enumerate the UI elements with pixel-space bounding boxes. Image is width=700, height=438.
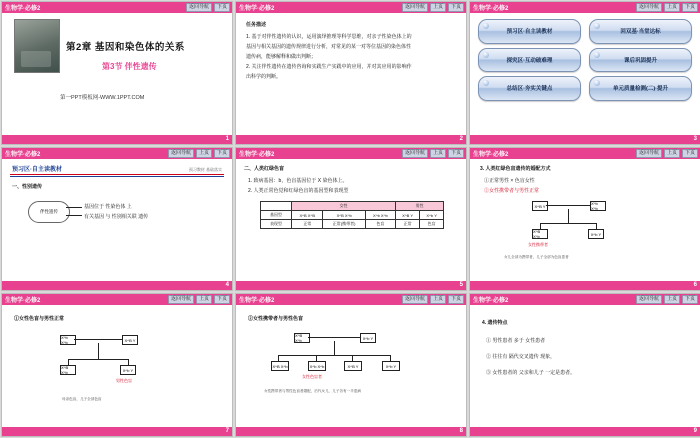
genotype-4: X^B Y: [395, 211, 419, 220]
page-number: 6: [693, 282, 697, 288]
task-line-2: 基因与相关基因的遗传规律进行分析，对常见的某一对等位基因的染色体性: [246, 44, 412, 50]
section-heading: ②女性携带者与男性色盲: [248, 316, 304, 322]
prev-button[interactable]: 上页: [196, 149, 212, 158]
header-title: 生物学·必修2: [5, 152, 41, 158]
case-label-2: ②女性携带者与男性正常: [484, 188, 540, 194]
child-note: 男性色盲: [116, 378, 132, 383]
section-heading: 二、人类红绿色盲: [244, 166, 285, 172]
connector-bottom: [66, 215, 82, 216]
genotype-table: [260, 201, 444, 229]
page-title: 第2章 基因和染色体的关系: [66, 42, 185, 53]
child-genotype-2: X^b Y: [588, 229, 604, 239]
page-number: 1: [225, 136, 229, 142]
slide-body: [236, 13, 466, 135]
parent-genotype-2: X^b X^b: [590, 201, 606, 211]
slide-9[interactable]: [469, 293, 700, 437]
child-genotype-1: X^B X^b: [532, 229, 548, 239]
header-buttons: [636, 149, 698, 158]
prev-button[interactable]: 上页: [664, 149, 680, 158]
descent-line: [98, 343, 99, 359]
genotype-2: X^B X^b: [323, 211, 365, 220]
header-female: 女性: [292, 202, 396, 211]
cover-photo: [14, 19, 60, 73]
descent-line: [568, 209, 569, 223]
header-title: 生物学·必修2: [473, 152, 509, 158]
task-line-3: 遗传病，能够解释和做出判断；: [246, 54, 317, 60]
slide-1[interactable]: [1, 1, 233, 145]
table-header-row: [261, 202, 444, 211]
case-caption: 女儿全部为携带者，儿子全部为色盲患者: [504, 255, 569, 259]
prev-button[interactable]: 上页: [430, 295, 446, 304]
parent-genotype-1: X^b X^b: [60, 335, 76, 345]
page-number: 5: [459, 282, 463, 288]
concept-node-center: 伴性遗传: [28, 201, 70, 223]
header-male: 男性: [395, 202, 443, 211]
topic-label: 一、性别遗传: [12, 184, 43, 190]
concept-node-right-bottom: 有关基因 与 性别相关联 遗传: [84, 214, 149, 220]
child-note: 女性携带者: [528, 242, 548, 247]
slide-footer: [236, 135, 466, 144]
section-heading: 3. 人类红绿色盲遗传的婚配方式: [480, 166, 551, 172]
page-number: 2: [459, 136, 463, 142]
nav-button[interactable]: 返回导航: [636, 149, 662, 158]
slide-footer: [470, 281, 700, 290]
header-title: 生物学·必修2: [473, 298, 509, 304]
child-genotype-2: X^b Y: [120, 365, 136, 375]
slide-4[interactable]: [1, 147, 233, 291]
slide-header: [236, 294, 466, 305]
menu-button-grid: [478, 19, 692, 129]
phenotype-5: 色盲: [420, 220, 444, 229]
slide-header: [2, 148, 232, 159]
row-label-genotype: 基因型: [261, 211, 292, 220]
menu-button-basics[interactable]: 回双基·当堂达标: [589, 19, 692, 44]
slide-footer: [470, 427, 700, 436]
page-number: 7: [225, 428, 229, 434]
section-heading: ①女性色盲与男性正常: [14, 316, 65, 322]
parent-genotype-2: X^B Y: [122, 335, 138, 345]
footer-text: 第一PPT模板网-WWW.1PPT.COM: [60, 95, 145, 101]
header-buttons: [186, 3, 230, 12]
prev-button[interactable]: 上页: [430, 3, 446, 12]
header-buttons: [636, 295, 698, 304]
slide-footer: [236, 281, 466, 290]
next-button[interactable]: 下页: [214, 149, 230, 158]
page-number: 4: [225, 282, 229, 288]
case-label-1: ①正常男性 × 色盲女性: [484, 178, 535, 184]
slide-body: [470, 159, 700, 281]
slide-3[interactable]: [469, 1, 700, 145]
row-label-phenotype: 表现型: [261, 220, 292, 229]
sibling-line: [278, 355, 390, 356]
feature-line-2: ② 往往有 隔代交叉遗传 现象，: [486, 354, 556, 360]
slide-header: [470, 2, 700, 13]
feature-line-3: ③ 女性患者的 父亲和儿子 一定是患者。: [486, 370, 576, 376]
child-note: 女性色盲者: [302, 374, 322, 379]
cross-line: [74, 339, 122, 340]
next-button[interactable]: 下页: [448, 149, 464, 158]
header-buttons: [168, 149, 230, 158]
task-line-1: 1. 基于对伴性遗传的认识，运用演绎推理等科学思维，对亲子性染色体上的: [246, 34, 412, 40]
header-title: 生物学·必修2: [239, 6, 275, 12]
parent-genotype-2: X^b Y: [360, 333, 376, 343]
section-heading: 预习区·自主读教材: [12, 167, 62, 173]
child-genotype-3: X^B Y: [344, 361, 362, 371]
next-button[interactable]: 下页: [448, 295, 464, 304]
header-title: 生物学·必修2: [5, 6, 41, 12]
section-tabs: 预习教材 基础落实: [188, 167, 222, 172]
prev-button[interactable]: 上页: [196, 295, 212, 304]
next-button[interactable]: 下页: [682, 149, 698, 158]
slide-7[interactable]: [1, 293, 233, 437]
parent-genotype-1: X^B Y: [532, 201, 548, 211]
phenotype-3: 色盲: [365, 220, 395, 229]
sibling-line: [68, 359, 128, 360]
slide-footer: [2, 427, 232, 436]
section-heading: 4. 遗传特点: [482, 320, 508, 326]
page-number: 3: [693, 136, 697, 142]
fact-line-2: 2. 人类正常色觉和红绿色盲的基因型和表现型: [248, 188, 349, 194]
nav-button[interactable]: 返回导航: [402, 149, 428, 158]
next-button[interactable]: 下页: [682, 3, 698, 12]
header-title: 生物学·必修2: [5, 298, 41, 304]
page-number: 9: [693, 428, 697, 434]
nav-button[interactable]: 返回导航: [402, 3, 428, 12]
menu-button-summary[interactable]: 总结区·夯实关键点: [478, 76, 581, 101]
nav-button[interactable]: 返回导航: [402, 295, 428, 304]
connector-top: [66, 207, 82, 208]
slide-footer: [236, 427, 466, 436]
prev-button[interactable]: 上页: [664, 3, 680, 12]
next-button[interactable]: 下页: [214, 3, 230, 12]
slide-footer: [2, 281, 232, 290]
slide-footer: [470, 135, 700, 144]
fact-line-1: 1. 致病基因：b，色盲基因位于 X 染色体上。: [248, 178, 348, 184]
menu-button-homework[interactable]: 课后巩固提升: [589, 48, 692, 73]
phenotype-1: 正常: [292, 220, 323, 229]
child-genotype-1: X^B X^b: [271, 361, 289, 371]
descent-line: [334, 341, 335, 355]
child-genotype-4: X^b Y: [382, 361, 400, 371]
slide-body: [2, 13, 232, 135]
corner-cell: [261, 202, 292, 211]
nav-button[interactable]: 返回导航: [168, 295, 194, 304]
slide-2[interactable]: [235, 1, 467, 145]
slide-body: [236, 159, 466, 281]
slide-6[interactable]: [469, 147, 700, 291]
case-caption: 母亲色盲，儿子全部色盲: [62, 397, 102, 401]
nav-button[interactable]: 返回导航: [636, 3, 662, 12]
phenotype-4: 正常: [395, 220, 419, 229]
feature-line-1: ① 男性患者 多于 女性患者: [486, 338, 546, 344]
slide-body: [470, 305, 700, 427]
prev-button[interactable]: 上页: [664, 295, 680, 304]
menu-button-unit-test[interactable]: 单元质量检测(二)·提升: [589, 76, 692, 101]
menu-button-explore[interactable]: 探究区·互动破难理: [478, 48, 581, 73]
genotype-3: X^b X^b: [365, 211, 395, 220]
cross-line: [308, 337, 360, 338]
page-number: 8: [459, 428, 463, 434]
slide-header: [236, 148, 466, 159]
header-buttons: [402, 295, 464, 304]
header-buttons: [636, 3, 698, 12]
case-caption: 女性携带者与男性色盲者婚配，后代女儿、儿子各有一半患病: [264, 389, 362, 393]
header-title: 生物学·必修2: [473, 6, 509, 12]
table-row: [261, 220, 444, 229]
next-button[interactable]: 下页: [214, 295, 230, 304]
nav-button[interactable]: 返回导航: [186, 3, 212, 12]
header-title: 生物学·必修2: [239, 152, 275, 158]
slide-8[interactable]: [235, 293, 467, 437]
prev-button[interactable]: 上页: [430, 149, 446, 158]
slide-body: [2, 159, 232, 281]
slide-header: [470, 294, 700, 305]
header-buttons: [168, 295, 230, 304]
nav-button[interactable]: 返回导航: [168, 149, 194, 158]
header-buttons: [402, 149, 464, 158]
parent-genotype-1: X^B X^b: [294, 333, 310, 343]
phenotype-2: 正常(携带者): [323, 220, 365, 229]
genotype-5: X^b Y: [420, 211, 444, 220]
concept-node-right-top: 基因位于 性染色体 上: [84, 204, 132, 210]
child-genotype-2: X^b X^b: [308, 361, 326, 371]
task-line-4: 2. 关注伴性遗传在遗传咨询和实践生产实践中的应用，并对其应用的影响作: [246, 64, 412, 70]
slide-footer: [2, 135, 232, 144]
header-title: 生物学·必修2: [239, 298, 275, 304]
table-row: [261, 211, 444, 220]
sibling-line: [540, 223, 596, 224]
slide-header: [236, 2, 466, 13]
divider-blue: [10, 176, 224, 177]
slide-header: [470, 148, 700, 159]
task-line-5: 出科学的判断。: [246, 74, 282, 80]
next-button[interactable]: 下页: [682, 295, 698, 304]
slide-body: [470, 13, 700, 135]
next-button[interactable]: 下页: [448, 3, 464, 12]
slide-5[interactable]: [235, 147, 467, 291]
slide-body: [2, 305, 232, 427]
task-heading: 任务描述: [246, 22, 267, 28]
nav-button[interactable]: 返回导航: [636, 295, 662, 304]
cross-line: [546, 205, 590, 206]
slide-body: [236, 305, 466, 427]
slide-header: [2, 294, 232, 305]
page-subtitle: 第3节 伴性遗传: [102, 62, 157, 71]
genotype-1: X^B X^B: [292, 211, 323, 220]
slide-header: [2, 2, 232, 13]
child-genotype-1: X^B X^b: [60, 365, 76, 375]
header-buttons: [402, 3, 464, 12]
menu-button-preview[interactable]: 预习区·自主读教材: [478, 19, 581, 44]
divider-red: [10, 174, 224, 175]
